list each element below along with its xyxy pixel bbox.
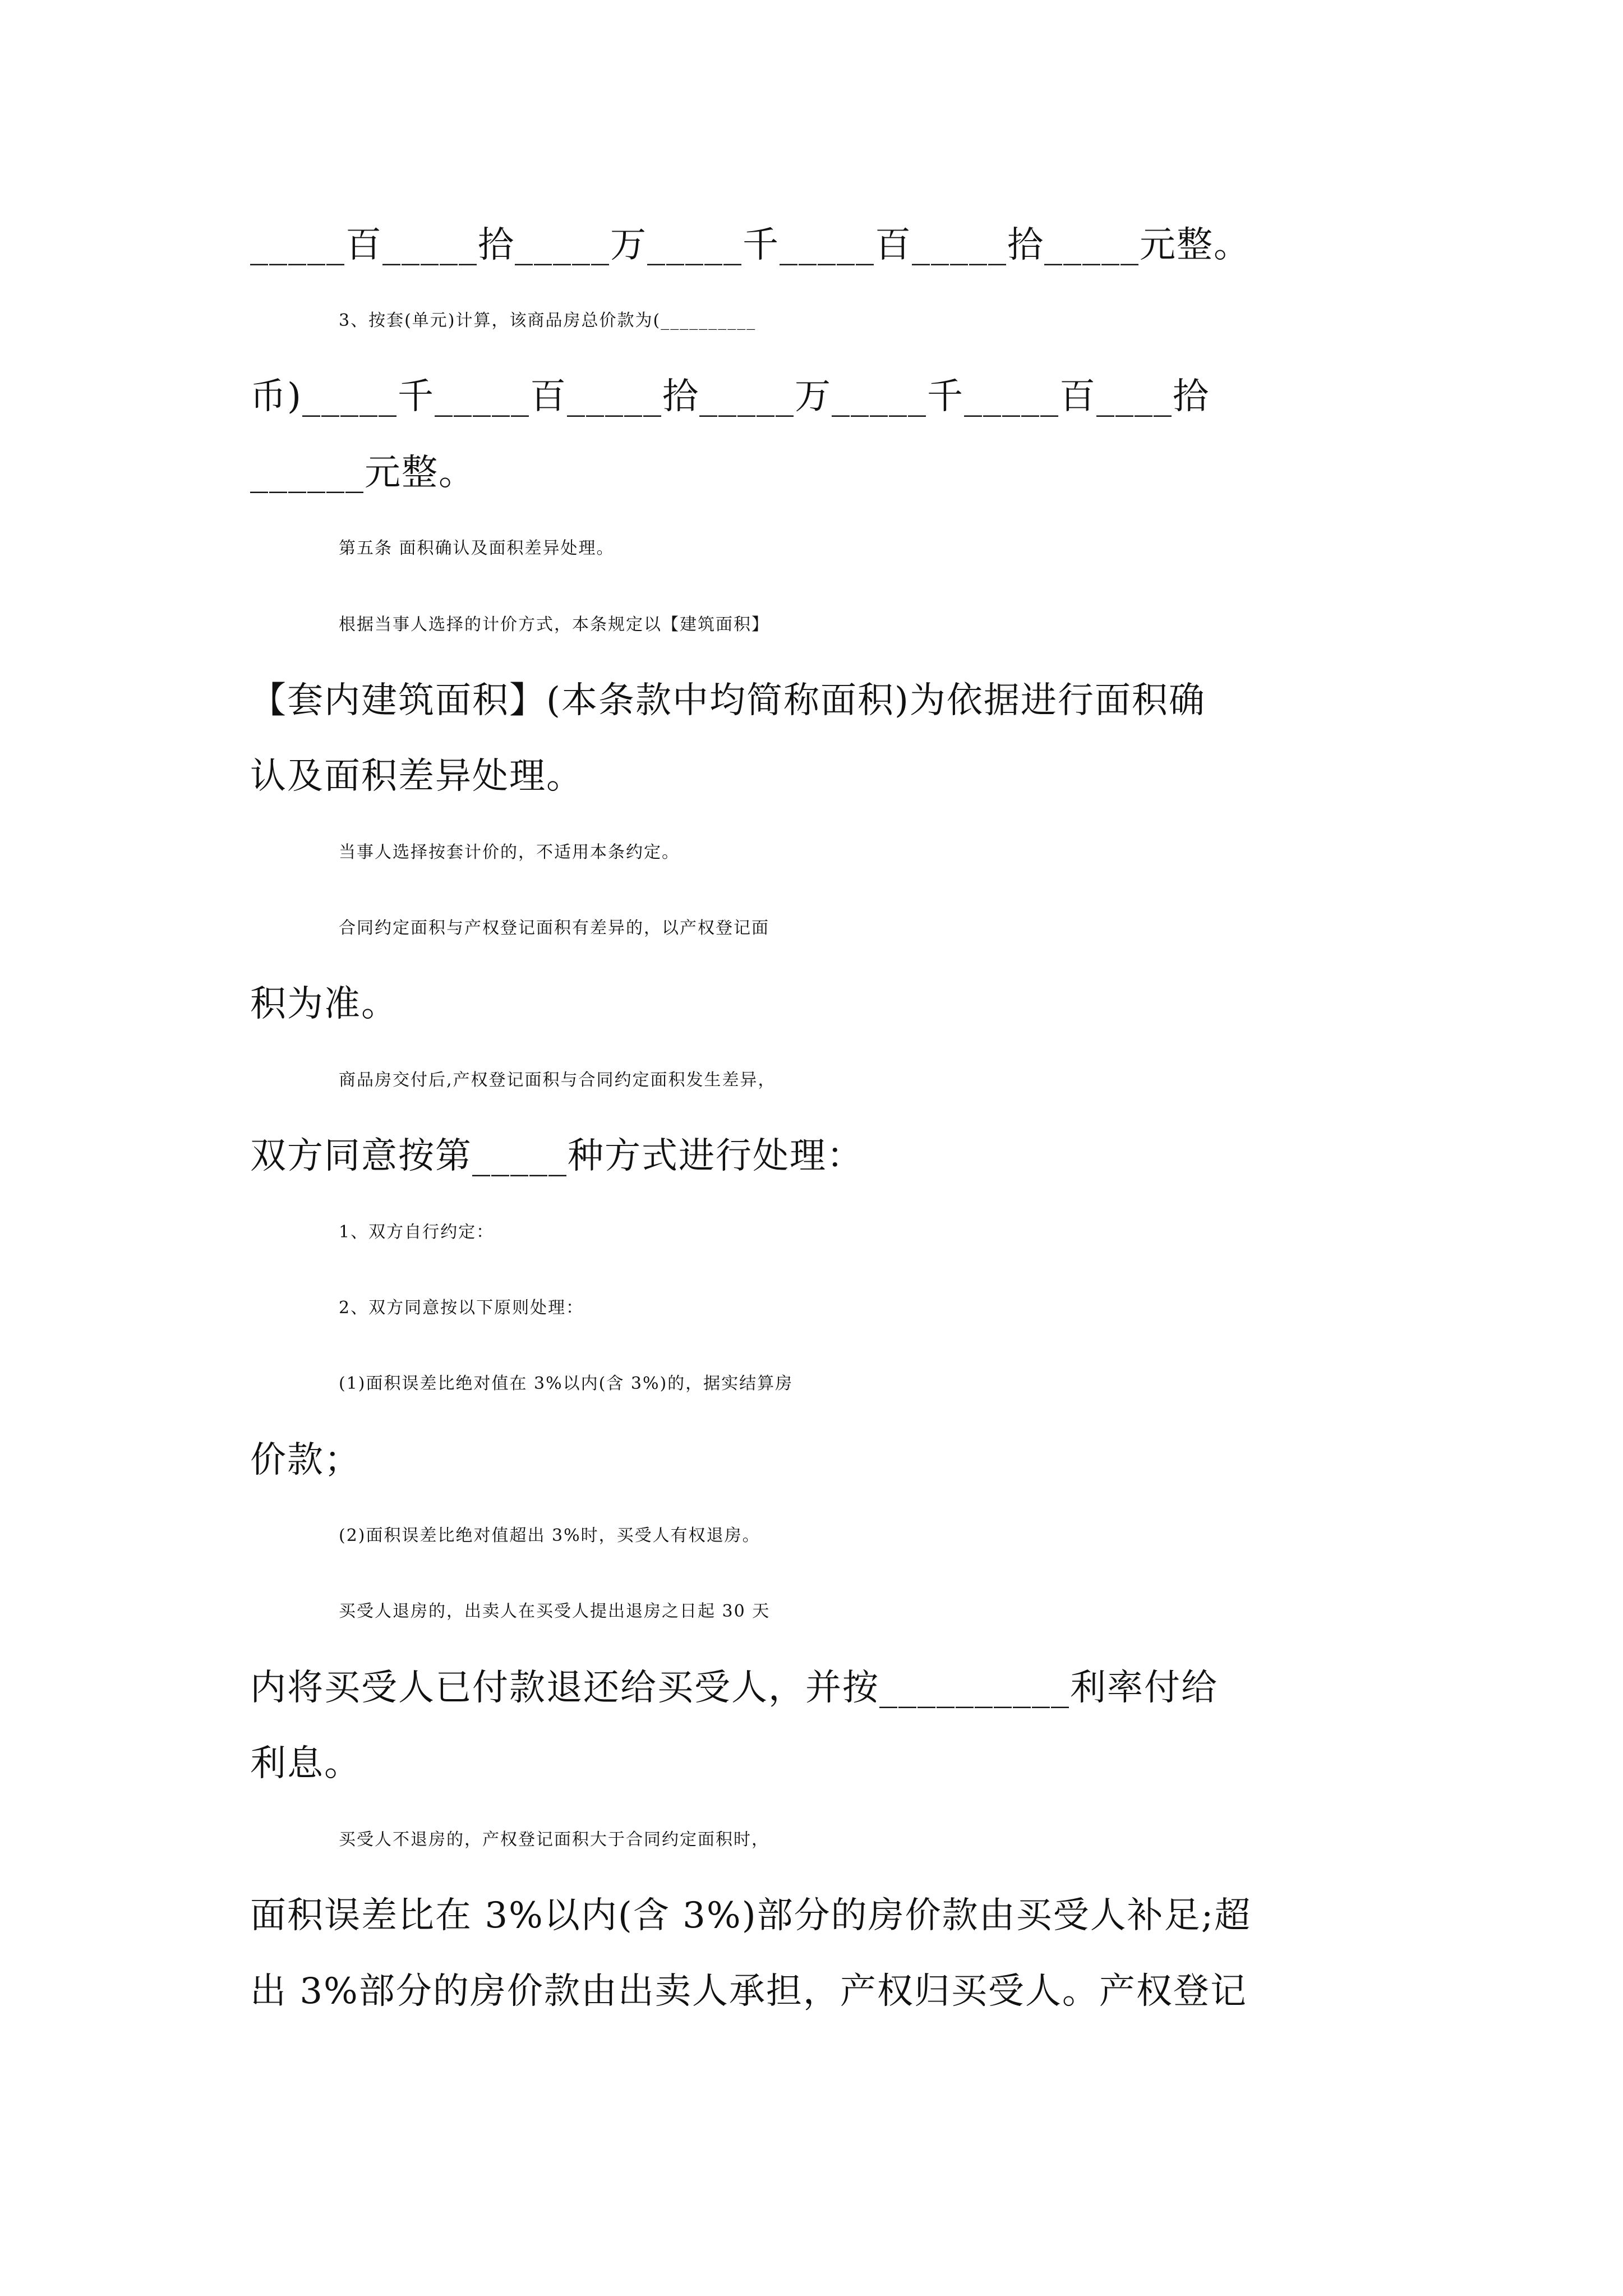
text-line: 3、按套(单元)计算，该商品房总价款为(__________ (339, 311, 757, 330)
text-line: 双方同意按第_____种方式进行处理： (250, 1135, 864, 1177)
text-line: 价款； (250, 1439, 361, 1481)
text-line: 币)_____千_____百_____拾_____万_____千_____百____拾 (250, 376, 1210, 417)
text-line: 买受人不退房的，产权登记面积大于合同约定面积时， (339, 1830, 769, 1849)
text-line: 2、双方同意按以下原则处理： (339, 1298, 584, 1318)
text-line: _____百_____拾_____万_____千_____百_____拾_____元整。 (250, 224, 1251, 266)
text-line: 积为准。 (250, 983, 398, 1025)
text-line: (1)面积误差比绝对值在 3%以内(含 3%)的，据实结算房 (339, 1374, 794, 1393)
text-line: (2)面积误差比绝对值超出 3%时，买受人有权退房。 (339, 1526, 760, 1545)
section-heading: 第五条 面积确认及面积差异处理。 (339, 539, 615, 558)
text-line: 根据当事人选择的计价方式，本条规定以【建筑面积】 (339, 615, 769, 634)
text-line: ______元整。 (250, 452, 476, 494)
text-line: 商品房交付后,产权登记面积与合同约定面积发生差异， (339, 1070, 776, 1090)
text-line: 出 3%部分的房价款由出卖人承担，产权归买受人。产权登记 (250, 1971, 1247, 2012)
text-line: 当事人选择按套计价的，不适用本条约定。 (339, 843, 680, 862)
text-line: 买受人退房的，出卖人在买受人提出退房之日起 30 天 (339, 1602, 771, 1621)
text-line: 面积误差比在 3%以内(含 3%)部分的房价款由买受人补足;超 (250, 1895, 1252, 1936)
text-line: 认及面积差异处理。 (250, 756, 583, 797)
text-line: 1、双方自行约定： (339, 1222, 495, 1242)
text-line: 内将买受人已付款退还给买受人，并按__________利率付给 (250, 1667, 1218, 1709)
text-line: 合同约定面积与产权登记面积有差异的，以产权登记面 (339, 918, 769, 938)
text-line: 利息。 (250, 1743, 361, 1784)
text-line: 【套内建筑面积】(本条款中均简称面积)为依据进行面积确 (250, 680, 1206, 721)
